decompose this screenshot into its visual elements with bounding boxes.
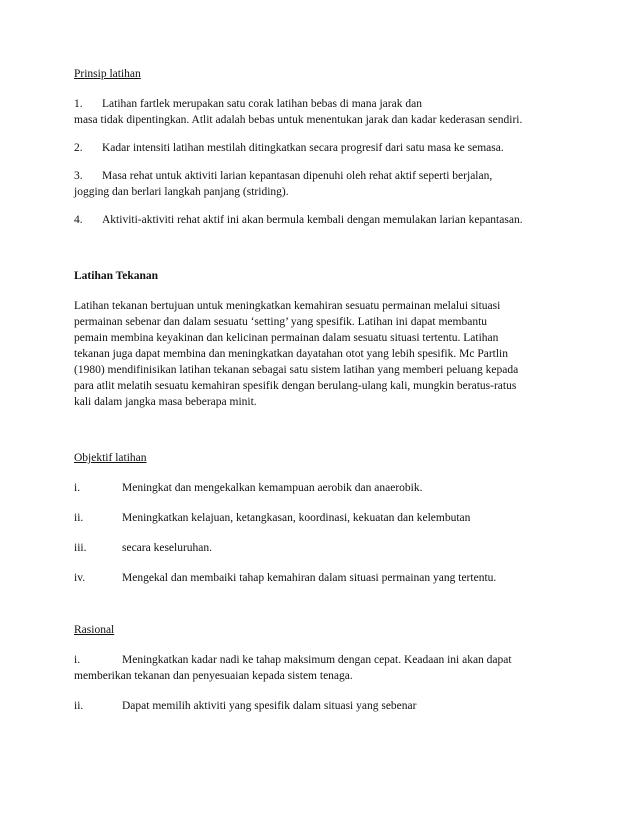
list-item: ii. Dapat memilih aktiviti yang spesifik dalam situasi yang sebenar bbox=[74, 700, 417, 712]
list-item: 4. Aktiviti-aktiviti rehat aktif ini akan bermula kembali dengan memulakan larian kepantasan. bbox=[74, 214, 523, 226]
paragraph-latihan-tekanan bbox=[74, 298, 574, 410]
list-item: 1. Latihan fartlek merupakan satu corak latihan bebas di mana jarak dan bbox=[74, 98, 422, 110]
paragraph-line: permainan sebenar dan dalam sesuatu ‘setting’ yang spesifik. Latihan ini dapat membantu bbox=[74, 316, 488, 328]
list-item-continuation: jogging dan berlari langkah panjang (striding). bbox=[74, 186, 289, 198]
list-item-continuation: memberikan tekanan dan penyesuaian kepada sistem tenaga. bbox=[74, 670, 353, 682]
section-title-rasional: Rasional bbox=[74, 624, 115, 636]
list-item: 2. Kadar intensiti latihan mestilah ditingkatkan secara progresif dari satu masa ke semasa. bbox=[74, 142, 504, 154]
paragraph-line: pemain membina keyakinan dan kelicinan permainan dalam sesuatu situasi tertentu. Latihan bbox=[74, 332, 499, 344]
paragraph-line: tekanan juga dapat membina dan meningkatkan dayatahan otot yang lebih spesifik. Mc Partlin bbox=[74, 348, 509, 360]
list-item: i. Meningkat dan mengekalkan kemampuan aerobik dan anaerobik. bbox=[74, 482, 423, 494]
paragraph-line: (1980) mendifinisikan latihan tekanan sebagai satu sistem latihan yang memberi peluang kepada bbox=[74, 364, 519, 376]
list-item: iii. secara keseluruhan. bbox=[74, 542, 213, 554]
paragraph-line: kali dalam jangka masa beberapa minit. bbox=[74, 396, 257, 408]
paragraph-line: Latihan tekanan bertujuan untuk meningkatkan kemahiran sesuatu permainan melalui situasi bbox=[74, 300, 501, 312]
section-title-latihan-tekanan: Latihan Tekanan bbox=[74, 270, 159, 282]
document-page bbox=[74, 66, 574, 714]
section-title-objektif: Objektif latihan bbox=[74, 452, 147, 464]
list-item: ii. Meningkatkan kelajuan, ketangkasan, koordinasi, kekuatan dan kelembutan bbox=[74, 512, 471, 524]
section-title-prinsip: Prinsip latihan bbox=[74, 68, 141, 80]
paragraph-line: para atlit melatih sesuatu kemahiran spesifik dengan berulang-ulang kali, mungkin beratus-ratus bbox=[74, 380, 517, 392]
list-item: iv. Mengekal dan membaiki tahap kemahiran dalam situasi permainan yang tertentu. bbox=[74, 572, 497, 584]
list-item: 3. Masa rehat untuk aktiviti larian kepantasan dipenuhi oleh rehat aktif seperti berjalan, bbox=[74, 170, 493, 182]
list-item-continuation: masa tidak dipentingkan. Atlit adalah bebas untuk menentukan jarak dan kadar kederasan sendiri. bbox=[74, 114, 523, 126]
list-item: i. Meningkatkan kadar nadi ke tahap maksimum dengan cepat. Keadaan ini akan dapat bbox=[74, 654, 512, 666]
